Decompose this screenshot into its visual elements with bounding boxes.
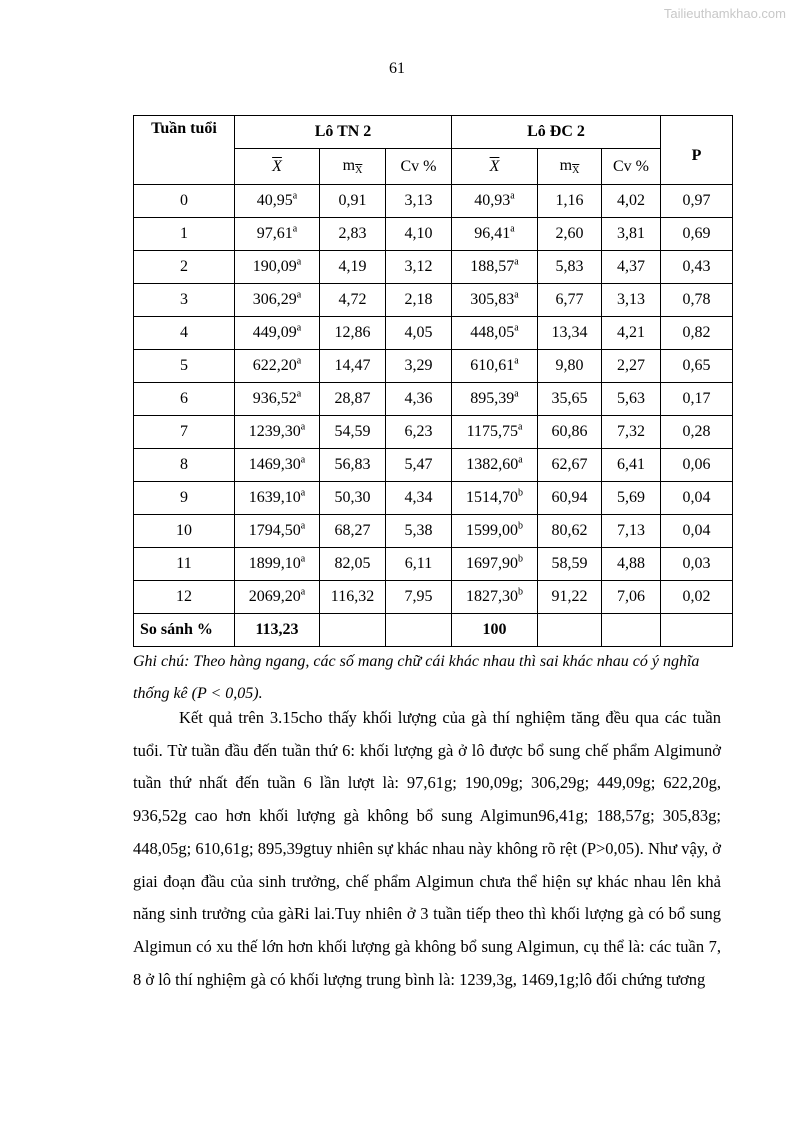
- cell-p: 0,65: [661, 350, 733, 383]
- table-row: [134, 515, 733, 548]
- cell-week: 3: [134, 284, 235, 317]
- cell-tn-mean: 622,20$^a$: [235, 350, 320, 383]
- table-row: [134, 251, 733, 284]
- table-row: [134, 449, 733, 482]
- significance-letter: b: [518, 586, 523, 598]
- cell-dc-cv: 4,02: [602, 185, 661, 218]
- footer-dc-value: 100: [452, 614, 538, 647]
- cell-dc-cv: 4,21: [602, 317, 661, 350]
- cell-tn-m: 12,86: [320, 317, 386, 350]
- footer-empty-cell: [661, 614, 733, 647]
- cell-tn-mean: 40,95$^a$: [235, 185, 320, 218]
- table-row: [134, 317, 733, 350]
- page-number: 61: [389, 60, 405, 77]
- cell-week: 5: [134, 350, 235, 383]
- table-row: [134, 416, 733, 449]
- cell-week: 11: [134, 548, 235, 581]
- cell-tn-m: 82,05: [320, 548, 386, 581]
- table-row: [134, 482, 733, 515]
- significance-letter: a: [514, 256, 519, 268]
- cell-p: 0,02: [661, 581, 733, 614]
- cell-tn-m: 2,83: [320, 218, 386, 251]
- cell-p: 0,97: [661, 185, 733, 218]
- significance-letter: a: [296, 388, 302, 400]
- cell-tn-mean: 2069,20$^a$: [235, 581, 320, 614]
- significance-letter: b: [518, 487, 523, 499]
- cell-tn-mean: 1794,50$^a$: [235, 515, 320, 548]
- cell-dc-mean: 448,05$^a$: [452, 317, 538, 350]
- significance-letter: a: [292, 223, 298, 235]
- cell-dc-cv: 3,13: [602, 284, 661, 317]
- cell-dc-mean: 305,83$^a$: [452, 284, 538, 317]
- significance-letter: a: [514, 289, 519, 301]
- cell-tn-cv: 7,95: [386, 581, 452, 614]
- cell-p: 0,69: [661, 218, 733, 251]
- cell-p: 0,03: [661, 548, 733, 581]
- cell-tn-mean: 306,29$^a$: [235, 284, 320, 317]
- footer-empty-cell: [602, 614, 661, 647]
- cell-tn-m: 56,83: [320, 449, 386, 482]
- cell-dc-m: 1,16: [538, 185, 602, 218]
- cell-week: 9: [134, 482, 235, 515]
- significance-letter: a: [296, 289, 302, 301]
- cell-tn-mean: 449,09$^a$: [235, 317, 320, 350]
- cell-week: 1: [134, 218, 235, 251]
- table-row: [134, 185, 733, 218]
- table-row: [134, 284, 733, 317]
- significance-letter: b: [518, 553, 523, 565]
- cell-dc-m: 6,77: [538, 284, 602, 317]
- cell-tn-cv: 6,23: [386, 416, 452, 449]
- cell-p: 0,04: [661, 482, 733, 515]
- cell-dc-mean: 610,61$^a$: [452, 350, 538, 383]
- cell-dc-mean: 1514,70$^b$: [452, 482, 538, 515]
- cell-dc-m: 91,22: [538, 581, 602, 614]
- body-paragraph: Kết quả trên 3.15cho thấy khối lượng của gà thí nghiệm tăng đều qua các tuần tuổi. Từ tuần đầu đến tuần thứ 6: khối lượng gà ở lô được bổ sung chế phẩm Algimunở tuần thứ nhất đến tuần 6 lần lượt là: 97,61g; 190,09g; 306,29g; 449,09g; 622,20g, 936,52g cao hơn khối lượng gà không bổ sung Algimun96,41g; 188,57g; 305,83g; 448,05g; 610,61g; 895,39gtuy nhiên sự khác nhau này không rõ rệt (P>0,05). Như vậy, ở giai đoạn đầu của sinh trưởng, chế phẩm Algimun chưa thể hiện sự khác nhau lên khả năng sinh trưởng của gàRi lai.Tuy nhiên ở 3 tuần tiếp theo thì khối lượng gà có bổ sung Algimun có xu thế lớn hơn khối lượng gà không bổ sung Algimun, cụ thể là: các tuần 7, 8 ở lô thí nghiệm gà có khối lượng trung bình là: 1239,3g, 1469,1g;lô đối chứng tương: [133, 708, 721, 989]
- header-week: Tuần tuổi: [134, 116, 235, 185]
- cell-dc-cv: 6,41: [602, 449, 661, 482]
- cell-dc-m: 2,60: [538, 218, 602, 251]
- cell-dc-m: 80,62: [538, 515, 602, 548]
- table-row: [134, 218, 733, 251]
- cell-dc-mean: 1382,60$^a$: [452, 449, 538, 482]
- footer-tn-value: 113,23: [235, 614, 320, 647]
- cell-tn-m: 50,30: [320, 482, 386, 515]
- significance-letter: a: [300, 487, 306, 499]
- significance-letter: a: [514, 388, 519, 400]
- cell-dc-m: 62,67: [538, 449, 602, 482]
- cell-tn-mean: 1639,10$^a$: [235, 482, 320, 515]
- table-row: [134, 383, 733, 416]
- cell-p: 0,78: [661, 284, 733, 317]
- cell-dc-cv: 7,06: [602, 581, 661, 614]
- significance-letter: a: [514, 355, 519, 367]
- cell-p: 0,43: [661, 251, 733, 284]
- cell-tn-m: 68,27: [320, 515, 386, 548]
- significance-letter: a: [296, 355, 302, 367]
- footer-empty-cell: [538, 614, 602, 647]
- cell-dc-cv: 7,32: [602, 416, 661, 449]
- cell-dc-mean: 188,57$^a$: [452, 251, 538, 284]
- header-tn-m: $m\overline{X}$: [320, 149, 386, 185]
- cell-tn-m: 14,47: [320, 350, 386, 383]
- cell-tn-m: 28,87: [320, 383, 386, 416]
- cell-dc-mean: 1697,90$^b$: [452, 548, 538, 581]
- cell-tn-cv: 4,36: [386, 383, 452, 416]
- cell-dc-cv: 3,81: [602, 218, 661, 251]
- cell-tn-cv: 5,38: [386, 515, 452, 548]
- header-dc-mean: $\overline{X}$: [452, 149, 538, 185]
- cell-dc-cv: 7,13: [602, 515, 661, 548]
- footer-empty-cell: [320, 614, 386, 647]
- watermark: Tailieuthamkhao.com: [663, 6, 786, 21]
- cell-week: 10: [134, 515, 235, 548]
- significance-letter: a: [300, 454, 306, 466]
- cell-week: 12: [134, 581, 235, 614]
- footer-label: So sánh %: [134, 614, 235, 647]
- cell-dc-cv: 4,37: [602, 251, 661, 284]
- significance-letter: a: [300, 421, 306, 433]
- cell-dc-cv: 2,27: [602, 350, 661, 383]
- cell-tn-m: 0,91: [320, 185, 386, 218]
- cell-dc-mean: 1175,75$^a$: [452, 416, 538, 449]
- cell-p: 0,82: [661, 317, 733, 350]
- header-group-tn: Lô TN 2: [235, 116, 452, 149]
- cell-dc-m: 60,86: [538, 416, 602, 449]
- cell-tn-mean: 1899,10$^a$: [235, 548, 320, 581]
- cell-week: 7: [134, 416, 235, 449]
- cell-dc-m: 60,94: [538, 482, 602, 515]
- cell-tn-cv: 4,10: [386, 218, 452, 251]
- significance-letter: a: [296, 322, 302, 334]
- cell-dc-mean: 1599,00$^b$: [452, 515, 538, 548]
- cell-dc-m: 9,80: [538, 350, 602, 383]
- cell-p: 0,28: [661, 416, 733, 449]
- cell-tn-cv: 3,13: [386, 185, 452, 218]
- significance-letter: a: [518, 454, 523, 466]
- cell-p: 0,17: [661, 383, 733, 416]
- cell-week: 8: [134, 449, 235, 482]
- cell-tn-cv: 3,12: [386, 251, 452, 284]
- header-tn-cv: Cv %: [386, 149, 452, 185]
- significance-letter: a: [292, 190, 298, 202]
- table-note: Ghi chú: Theo hàng ngang, các số mang chữ cái khác nhau thì sai khác nhau có ý nghĩa thống kê (P < 0,05).: [133, 653, 700, 702]
- header-dc-cv: Cv %: [602, 149, 661, 185]
- cell-week: 2: [134, 251, 235, 284]
- table-body: [134, 185, 733, 614]
- significance-letter: a: [517, 421, 523, 433]
- cell-week: 4: [134, 317, 235, 350]
- table-row: [134, 581, 733, 614]
- significance-letter: a: [510, 223, 515, 235]
- cell-p: 0,06: [661, 449, 733, 482]
- cell-dc-m: 5,83: [538, 251, 602, 284]
- cell-dc-m: 13,34: [538, 317, 602, 350]
- significance-letter: a: [300, 520, 306, 532]
- cell-tn-m: 4,19: [320, 251, 386, 284]
- significance-letter: b: [518, 520, 523, 532]
- cell-p: 0,04: [661, 515, 733, 548]
- header-group-dc: Lô ĐC 2: [452, 116, 661, 149]
- cell-dc-m: 35,65: [538, 383, 602, 416]
- cell-tn-m: 54,59: [320, 416, 386, 449]
- cell-tn-mean: 936,52$^a$: [235, 383, 320, 416]
- cell-tn-cv: 2,18: [386, 284, 452, 317]
- cell-dc-mean: 40,93$^a$: [452, 185, 538, 218]
- significance-letter: a: [296, 256, 302, 268]
- weight-table: [133, 115, 733, 647]
- table-footer-row: [134, 614, 733, 647]
- significance-letter: a: [300, 586, 306, 598]
- cell-tn-cv: 3,29: [386, 350, 452, 383]
- header-tn-mean: $\overline{X}$: [235, 149, 320, 185]
- cell-dc-cv: 5,69: [602, 482, 661, 515]
- cell-dc-mean: 895,39$^a$: [452, 383, 538, 416]
- table-row: [134, 548, 733, 581]
- table-row: [134, 350, 733, 383]
- footer-empty-cell: [386, 614, 452, 647]
- significance-letter: a: [510, 190, 515, 202]
- cell-tn-mean: 190,09$^a$: [235, 251, 320, 284]
- cell-week: 0: [134, 185, 235, 218]
- significance-letter: a: [514, 322, 519, 334]
- header-p: P: [661, 116, 733, 185]
- cell-dc-cv: 4,88: [602, 548, 661, 581]
- cell-dc-mean: 96,41$^a$: [452, 218, 538, 251]
- cell-dc-m: 58,59: [538, 548, 602, 581]
- cell-dc-cv: 5,63: [602, 383, 661, 416]
- cell-tn-cv: 4,34: [386, 482, 452, 515]
- cell-tn-mean: 97,61$^a$: [235, 218, 320, 251]
- cell-dc-mean: 1827,30$^b$: [452, 581, 538, 614]
- cell-tn-cv: 5,47: [386, 449, 452, 482]
- cell-tn-m: 4,72: [320, 284, 386, 317]
- cell-tn-cv: 4,05: [386, 317, 452, 350]
- cell-tn-m: 116,32: [320, 581, 386, 614]
- significance-letter: a: [300, 553, 306, 565]
- cell-tn-mean: 1239,30$^a$: [235, 416, 320, 449]
- cell-tn-cv: 6,11: [386, 548, 452, 581]
- cell-week: 6: [134, 383, 235, 416]
- cell-tn-mean: 1469,30$^a$: [235, 449, 320, 482]
- header-dc-m: $m\overline{X}$: [538, 149, 602, 185]
